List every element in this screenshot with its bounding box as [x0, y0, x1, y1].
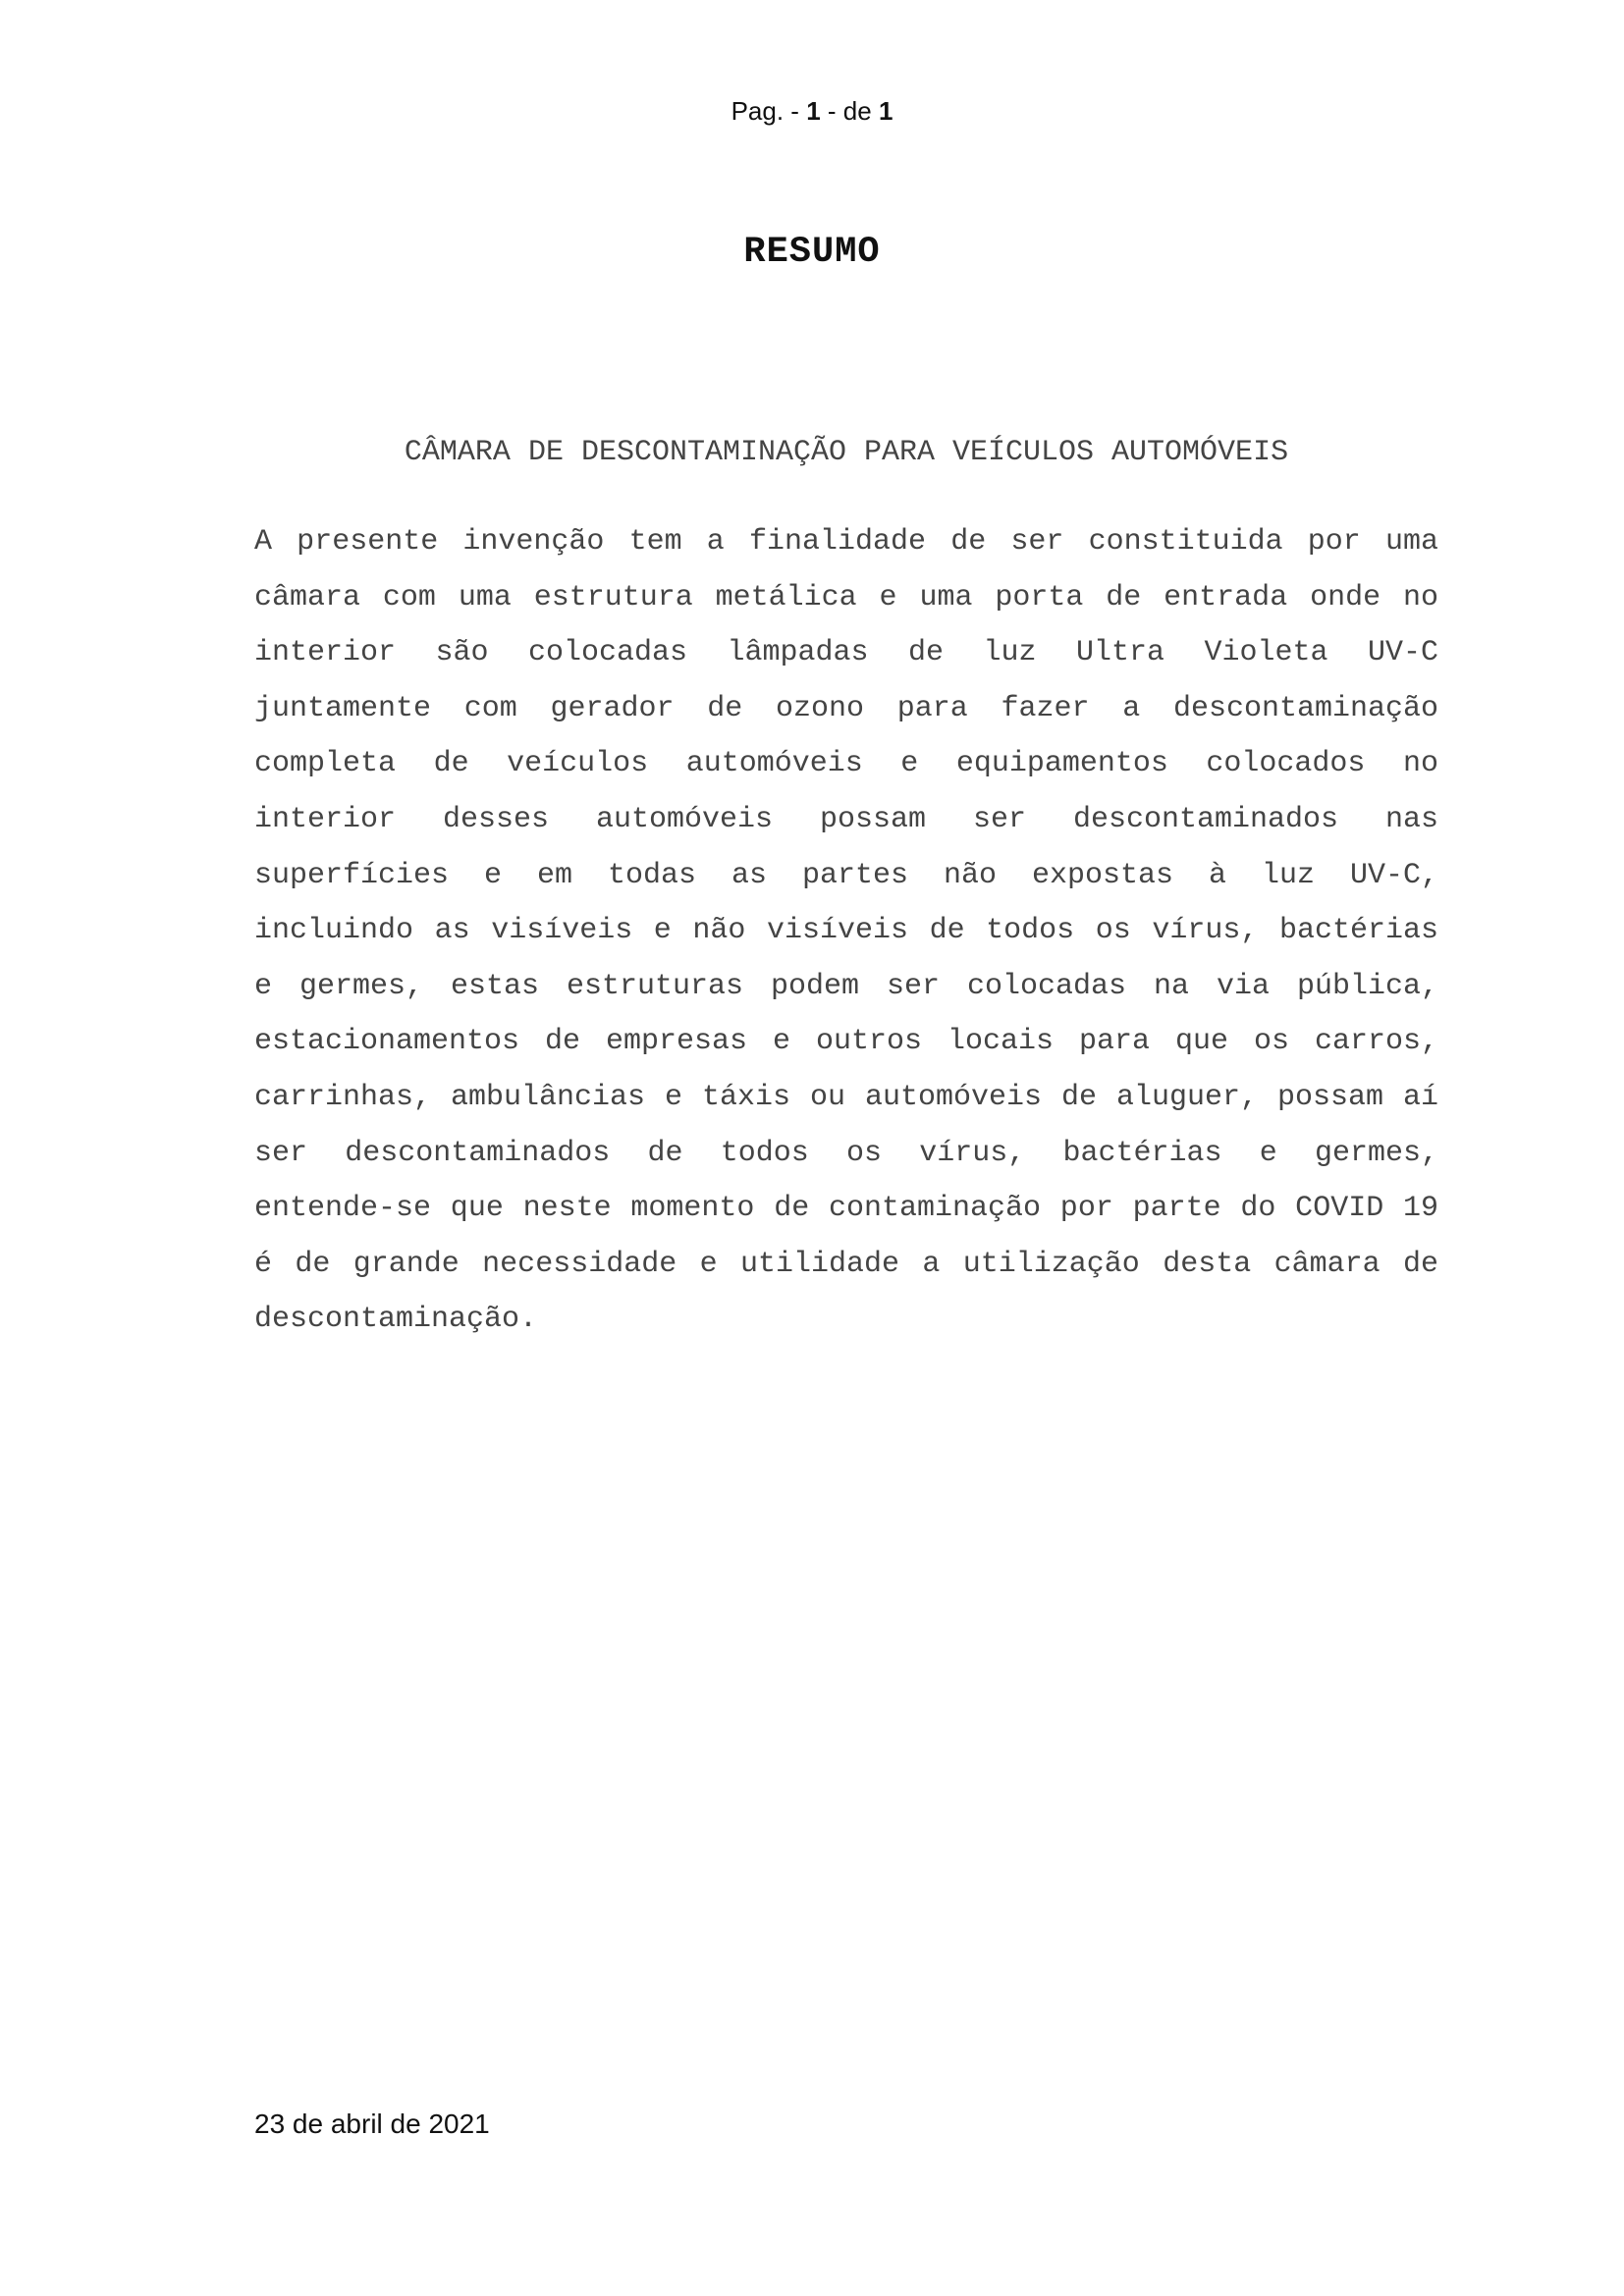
document-date: 23 de abril de 2021 — [254, 2109, 490, 2139]
document-heading: RESUMO — [743, 232, 881, 273]
document-title: CÂMARA DE DESCONTAMINAÇÃO PARA VEÍCULOS AUTOMÓVEIS — [404, 436, 1289, 469]
page-number — [0, 96, 1624, 127]
page-number-prefix: Pag. - — [731, 96, 799, 126]
page-number-current: 1 — [806, 96, 821, 126]
abstract-paragraph: A presente invenção tem a finalidade de ser constituida por uma câmara com uma estrutura metálica e uma porta de entrada onde no interior são colocadas lâmpadas de luz Ultra Violeta UV-C juntamente com gerador de ozono para fazer a descontaminação completa de veículos automóveis e equipamentos colocados no interior desses automóveis possam ser descontaminados nas superfícies e em todas as partes não expostas à luz UV-C, incluindo as visíveis e não visíveis de todos os vírus, bactérias e germes, estas estruturas podem ser colocadas na via pública, estacionamentos de empresas e outros locais para que os carros, carrinhas, ambulâncias e táxis ou automóveis de aluguer, possam aí ser descontaminados de todos os vírus, bactérias e germes, entende-se que neste momento de contaminação por parte do COVID 19 é de grande necessidade e utilidade a utilização desta câmara de descontaminação. — [254, 525, 1438, 1337]
page-number-total: 1 — [878, 96, 893, 126]
page-number-mid: - de — [827, 96, 872, 126]
